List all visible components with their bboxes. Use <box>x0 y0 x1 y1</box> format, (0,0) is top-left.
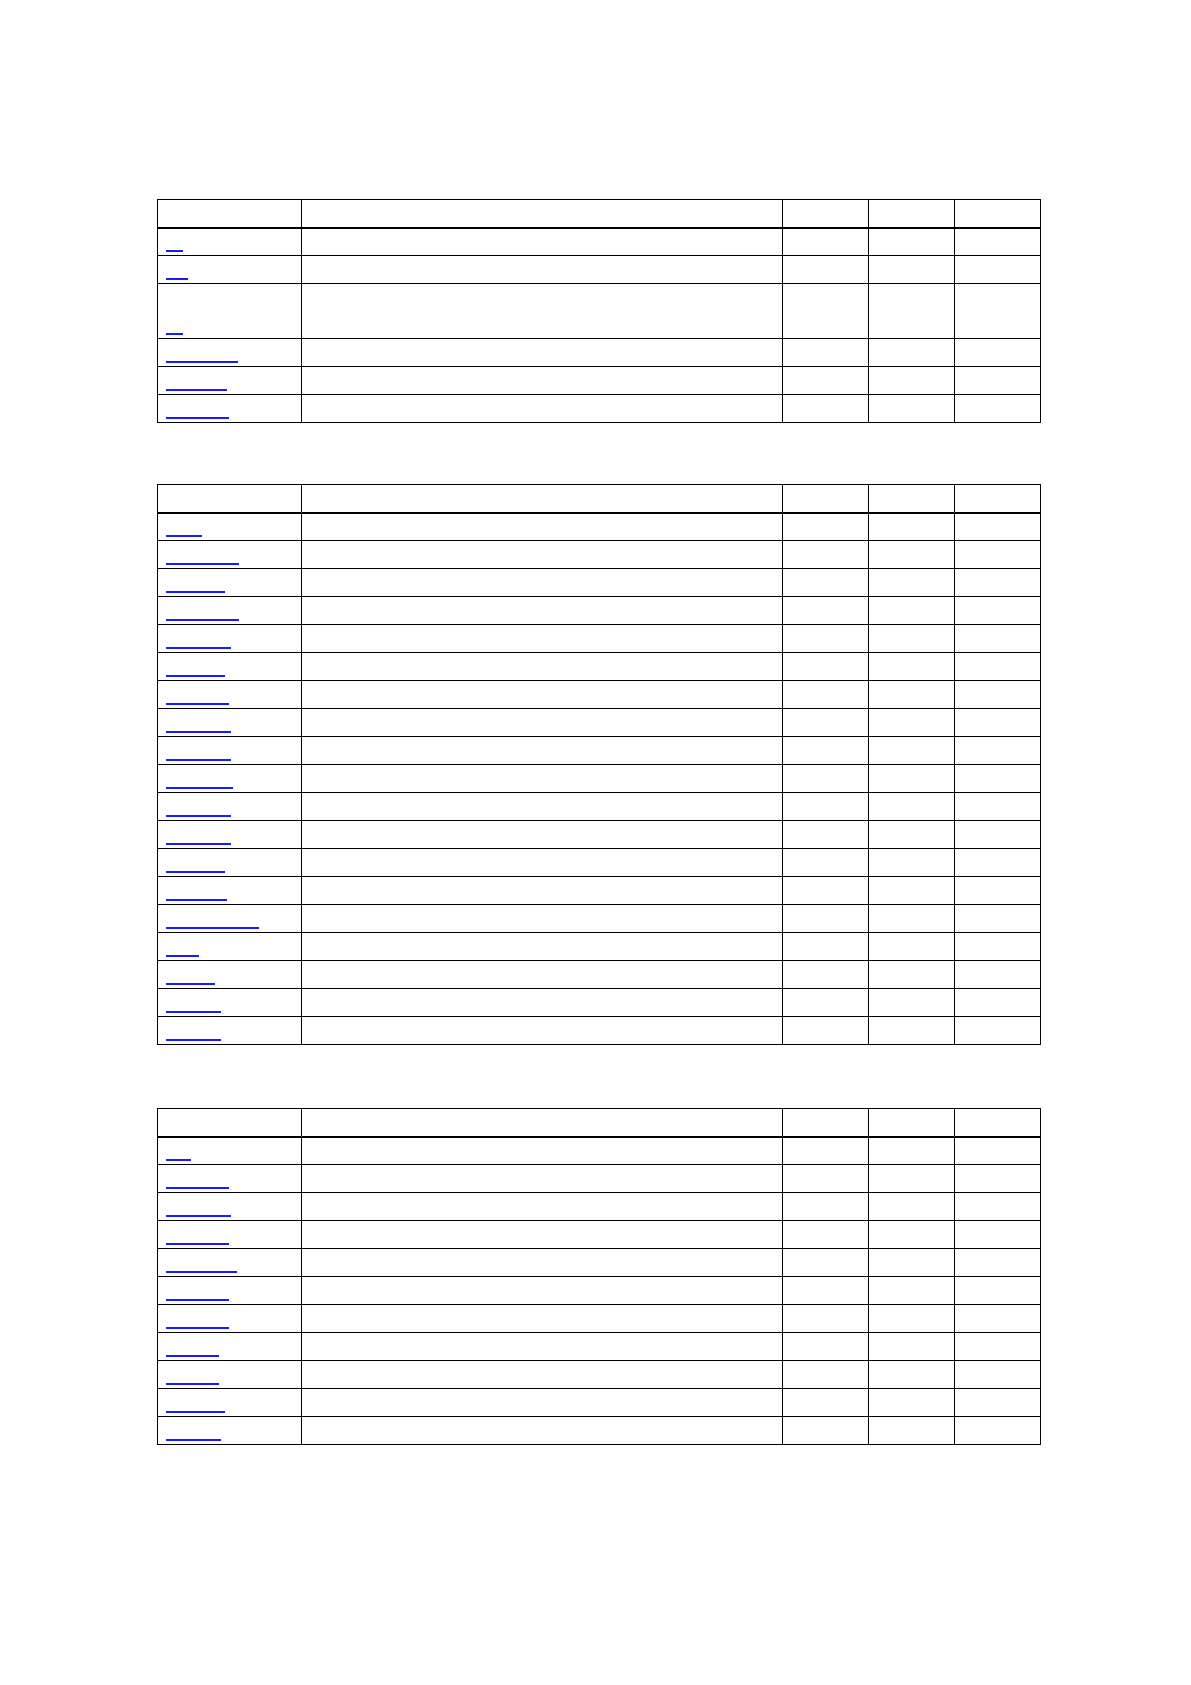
header-cell-col-b <box>869 1109 955 1137</box>
description-cell <box>302 1361 783 1389</box>
value-cell <box>955 793 1041 821</box>
row-link[interactable] <box>166 1215 231 1217</box>
name-cell <box>158 1137 302 1165</box>
value-cell <box>783 1017 869 1045</box>
description-cell <box>302 653 783 681</box>
description-cell <box>302 228 783 256</box>
value-cell <box>869 597 955 625</box>
row-link[interactable] <box>166 1411 225 1413</box>
description-cell <box>302 256 783 284</box>
header-cell-description <box>302 485 783 513</box>
name-cell <box>158 339 302 367</box>
value-cell <box>955 597 1041 625</box>
value-cell <box>869 228 955 256</box>
value-cell <box>783 228 869 256</box>
row-link[interactable] <box>166 1355 219 1357</box>
header-cell-col-b <box>869 200 955 228</box>
value-cell <box>783 653 869 681</box>
description-cell <box>302 1277 783 1305</box>
value-cell <box>869 395 955 423</box>
value-cell <box>783 1165 869 1193</box>
name-cell <box>158 1221 302 1249</box>
table-row <box>158 961 1041 989</box>
description-cell <box>302 1417 783 1445</box>
name-cell <box>158 625 302 653</box>
value-cell <box>955 625 1041 653</box>
value-cell <box>869 905 955 933</box>
value-cell <box>955 569 1041 597</box>
header-cell-name <box>158 485 302 513</box>
table-row <box>158 1137 1041 1165</box>
table-3 <box>157 1108 1041 1445</box>
table-row <box>158 1221 1041 1249</box>
row-link[interactable] <box>166 759 231 761</box>
value-cell <box>955 367 1041 395</box>
table-header-row <box>158 1109 1041 1137</box>
table-row <box>158 256 1041 284</box>
description-cell <box>302 395 783 423</box>
header-cell-col-b <box>869 485 955 513</box>
name-cell <box>158 1277 302 1305</box>
table-row <box>158 849 1041 877</box>
value-cell <box>955 513 1041 541</box>
header-cell-col-a <box>783 200 869 228</box>
value-cell <box>955 765 1041 793</box>
table-row <box>158 765 1041 793</box>
description-cell <box>302 1165 783 1193</box>
value-cell <box>783 1333 869 1361</box>
value-cell <box>783 989 869 1017</box>
row-link[interactable] <box>166 1271 237 1273</box>
name-cell <box>158 367 302 395</box>
row-link[interactable] <box>166 1327 229 1329</box>
value-cell <box>955 228 1041 256</box>
value-cell <box>869 653 955 681</box>
table-row <box>158 395 1041 423</box>
value-cell <box>955 339 1041 367</box>
value-cell <box>783 905 869 933</box>
value-cell <box>955 1221 1041 1249</box>
name-cell <box>158 1305 302 1333</box>
row-link[interactable] <box>166 1383 219 1385</box>
value-cell <box>869 849 955 877</box>
value-cell <box>783 1193 869 1221</box>
value-cell <box>869 961 955 989</box>
description-cell <box>302 961 783 989</box>
description-cell <box>302 989 783 1017</box>
description-cell <box>302 1333 783 1361</box>
description-cell <box>302 1193 783 1221</box>
value-cell <box>783 339 869 367</box>
value-cell <box>783 1361 869 1389</box>
value-cell <box>783 569 869 597</box>
header-cell-description <box>302 1109 783 1137</box>
row-link[interactable] <box>166 333 183 335</box>
row-link[interactable] <box>166 1039 221 1041</box>
name-cell <box>158 1333 302 1361</box>
value-cell <box>869 625 955 653</box>
value-cell <box>783 1221 869 1249</box>
header-cell-col-c <box>955 1109 1041 1137</box>
header-cell-description <box>302 200 783 228</box>
name-cell <box>158 1417 302 1445</box>
row-link[interactable] <box>166 703 229 705</box>
row-link[interactable] <box>166 1299 229 1301</box>
table-row <box>158 597 1041 625</box>
value-cell <box>783 1417 869 1445</box>
table-row <box>158 1165 1041 1193</box>
name-cell <box>158 765 302 793</box>
row-link[interactable] <box>166 899 227 901</box>
table-row <box>158 1389 1041 1417</box>
description-cell <box>302 849 783 877</box>
value-cell <box>869 1017 955 1045</box>
value-cell <box>955 1277 1041 1305</box>
row-link[interactable] <box>166 1439 221 1441</box>
table-row <box>158 513 1041 541</box>
value-cell <box>869 989 955 1017</box>
value-cell <box>783 681 869 709</box>
row-link[interactable] <box>166 1187 229 1189</box>
table-row <box>158 989 1041 1017</box>
value-cell <box>955 737 1041 765</box>
row-link[interactable] <box>166 731 231 733</box>
value-cell <box>955 877 1041 905</box>
value-cell <box>869 793 955 821</box>
value-cell <box>955 989 1041 1017</box>
row-link[interactable] <box>166 647 231 649</box>
value-cell <box>869 1361 955 1389</box>
description-cell <box>302 1389 783 1417</box>
value-cell <box>869 339 955 367</box>
value-cell <box>869 284 955 339</box>
name-cell <box>158 597 302 625</box>
value-cell <box>955 1417 1041 1445</box>
value-cell <box>869 1137 955 1165</box>
value-cell <box>869 1389 955 1417</box>
value-cell <box>955 1389 1041 1417</box>
value-cell <box>955 1193 1041 1221</box>
description-cell <box>302 1249 783 1277</box>
table-row <box>158 709 1041 737</box>
value-cell <box>783 625 869 653</box>
description-cell <box>302 821 783 849</box>
name-cell <box>158 1165 302 1193</box>
value-cell <box>955 821 1041 849</box>
value-cell <box>869 737 955 765</box>
row-link[interactable] <box>166 563 239 565</box>
name-cell <box>158 1193 302 1221</box>
value-cell <box>955 256 1041 284</box>
value-cell <box>955 849 1041 877</box>
row-link[interactable] <box>166 535 202 537</box>
description-cell <box>302 339 783 367</box>
description-cell <box>302 793 783 821</box>
table-row <box>158 737 1041 765</box>
value-cell <box>955 284 1041 339</box>
description-cell <box>302 625 783 653</box>
value-cell <box>869 765 955 793</box>
row-link[interactable] <box>166 983 215 985</box>
table-row <box>158 339 1041 367</box>
name-cell <box>158 737 302 765</box>
value-cell <box>955 1249 1041 1277</box>
table-row <box>158 905 1041 933</box>
value-cell <box>869 1193 955 1221</box>
value-cell <box>783 737 869 765</box>
name-cell <box>158 653 302 681</box>
table-row <box>158 541 1041 569</box>
name-cell <box>158 849 302 877</box>
table-2 <box>157 484 1041 1045</box>
value-cell <box>783 513 869 541</box>
table-row <box>158 1277 1041 1305</box>
value-cell <box>955 1137 1041 1165</box>
row-link[interactable] <box>166 955 199 957</box>
description-cell <box>302 541 783 569</box>
header-cell-col-c <box>955 485 1041 513</box>
table-row <box>158 1017 1041 1045</box>
table-row <box>158 228 1041 256</box>
description-cell <box>302 569 783 597</box>
table-1 <box>157 199 1041 423</box>
row-link[interactable] <box>166 278 188 280</box>
value-cell <box>783 933 869 961</box>
row-link[interactable] <box>166 250 183 252</box>
name-cell <box>158 681 302 709</box>
value-cell <box>869 681 955 709</box>
row-link[interactable] <box>166 619 239 621</box>
row-link[interactable] <box>166 417 229 419</box>
row-link[interactable] <box>166 1159 191 1161</box>
table-row <box>158 569 1041 597</box>
description-cell <box>302 933 783 961</box>
value-cell <box>869 541 955 569</box>
name-cell <box>158 905 302 933</box>
value-cell <box>955 933 1041 961</box>
table-row <box>158 1193 1041 1221</box>
name-cell <box>158 961 302 989</box>
value-cell <box>869 821 955 849</box>
name-cell <box>158 541 302 569</box>
value-cell <box>955 1361 1041 1389</box>
value-cell <box>869 1249 955 1277</box>
value-cell <box>783 597 869 625</box>
value-cell <box>783 1389 869 1417</box>
row-link[interactable] <box>166 1243 229 1245</box>
value-cell <box>783 1249 869 1277</box>
header-cell-name <box>158 200 302 228</box>
header-cell-col-a <box>783 1109 869 1137</box>
description-cell <box>302 1017 783 1045</box>
value-cell <box>869 1277 955 1305</box>
description-cell <box>302 681 783 709</box>
value-cell <box>783 877 869 905</box>
header-cell-name <box>158 1109 302 1137</box>
value-cell <box>783 367 869 395</box>
table-header-row <box>158 200 1041 228</box>
name-cell <box>158 513 302 541</box>
value-cell <box>955 961 1041 989</box>
row-link[interactable] <box>166 591 225 593</box>
name-cell <box>158 1361 302 1389</box>
row-link[interactable] <box>166 843 231 845</box>
name-cell <box>158 933 302 961</box>
name-cell <box>158 821 302 849</box>
name-cell <box>158 256 302 284</box>
value-cell <box>783 395 869 423</box>
row-link[interactable] <box>166 389 227 391</box>
value-cell <box>869 256 955 284</box>
value-cell <box>869 1333 955 1361</box>
table-row <box>158 1361 1041 1389</box>
table-header-row <box>158 485 1041 513</box>
value-cell <box>783 256 869 284</box>
value-cell <box>955 1165 1041 1193</box>
description-cell <box>302 877 783 905</box>
value-cell <box>783 765 869 793</box>
name-cell <box>158 1389 302 1417</box>
name-cell <box>158 709 302 737</box>
value-cell <box>869 709 955 737</box>
value-cell <box>869 933 955 961</box>
value-cell <box>783 793 869 821</box>
description-cell <box>302 284 783 339</box>
value-cell <box>869 1221 955 1249</box>
value-cell <box>783 849 869 877</box>
description-cell <box>302 1221 783 1249</box>
name-cell <box>158 284 302 339</box>
value-cell <box>955 905 1041 933</box>
table-row <box>158 793 1041 821</box>
value-cell <box>869 1165 955 1193</box>
value-cell <box>955 1017 1041 1045</box>
value-cell <box>955 1333 1041 1361</box>
table-row <box>158 284 1041 339</box>
table-row <box>158 821 1041 849</box>
name-cell <box>158 793 302 821</box>
name-cell <box>158 395 302 423</box>
value-cell <box>869 1417 955 1445</box>
table-row <box>158 1417 1041 1445</box>
value-cell <box>955 395 1041 423</box>
description-cell <box>302 367 783 395</box>
description-cell <box>302 597 783 625</box>
table-row <box>158 1305 1041 1333</box>
value-cell <box>783 1305 869 1333</box>
header-cell-col-c <box>955 200 1041 228</box>
value-cell <box>783 709 869 737</box>
value-cell <box>869 513 955 541</box>
name-cell <box>158 989 302 1017</box>
description-cell <box>302 765 783 793</box>
description-cell <box>302 513 783 541</box>
row-link[interactable] <box>166 927 259 929</box>
table-row <box>158 877 1041 905</box>
value-cell <box>955 541 1041 569</box>
value-cell <box>869 569 955 597</box>
table-row <box>158 625 1041 653</box>
value-cell <box>783 821 869 849</box>
table-row <box>158 1333 1041 1361</box>
name-cell <box>158 877 302 905</box>
description-cell <box>302 709 783 737</box>
description-cell <box>302 905 783 933</box>
description-cell <box>302 737 783 765</box>
row-link[interactable] <box>166 871 225 873</box>
description-cell <box>302 1305 783 1333</box>
value-cell <box>783 1137 869 1165</box>
table-row <box>158 653 1041 681</box>
value-cell <box>869 367 955 395</box>
value-cell <box>783 541 869 569</box>
row-link[interactable] <box>166 787 233 789</box>
row-link[interactable] <box>166 1011 221 1013</box>
value-cell <box>783 961 869 989</box>
name-cell <box>158 228 302 256</box>
value-cell <box>783 284 869 339</box>
header-cell-col-a <box>783 485 869 513</box>
description-cell <box>302 1137 783 1165</box>
row-link[interactable] <box>166 361 238 363</box>
value-cell <box>955 1305 1041 1333</box>
value-cell <box>783 1277 869 1305</box>
table-row <box>158 1249 1041 1277</box>
name-cell <box>158 569 302 597</box>
row-link[interactable] <box>166 675 225 677</box>
value-cell <box>869 1305 955 1333</box>
value-cell <box>955 681 1041 709</box>
table-row <box>158 367 1041 395</box>
table-row <box>158 933 1041 961</box>
value-cell <box>869 877 955 905</box>
name-cell <box>158 1017 302 1045</box>
name-cell <box>158 1249 302 1277</box>
value-cell <box>955 653 1041 681</box>
value-cell <box>955 709 1041 737</box>
table-row <box>158 681 1041 709</box>
row-link[interactable] <box>166 815 231 817</box>
